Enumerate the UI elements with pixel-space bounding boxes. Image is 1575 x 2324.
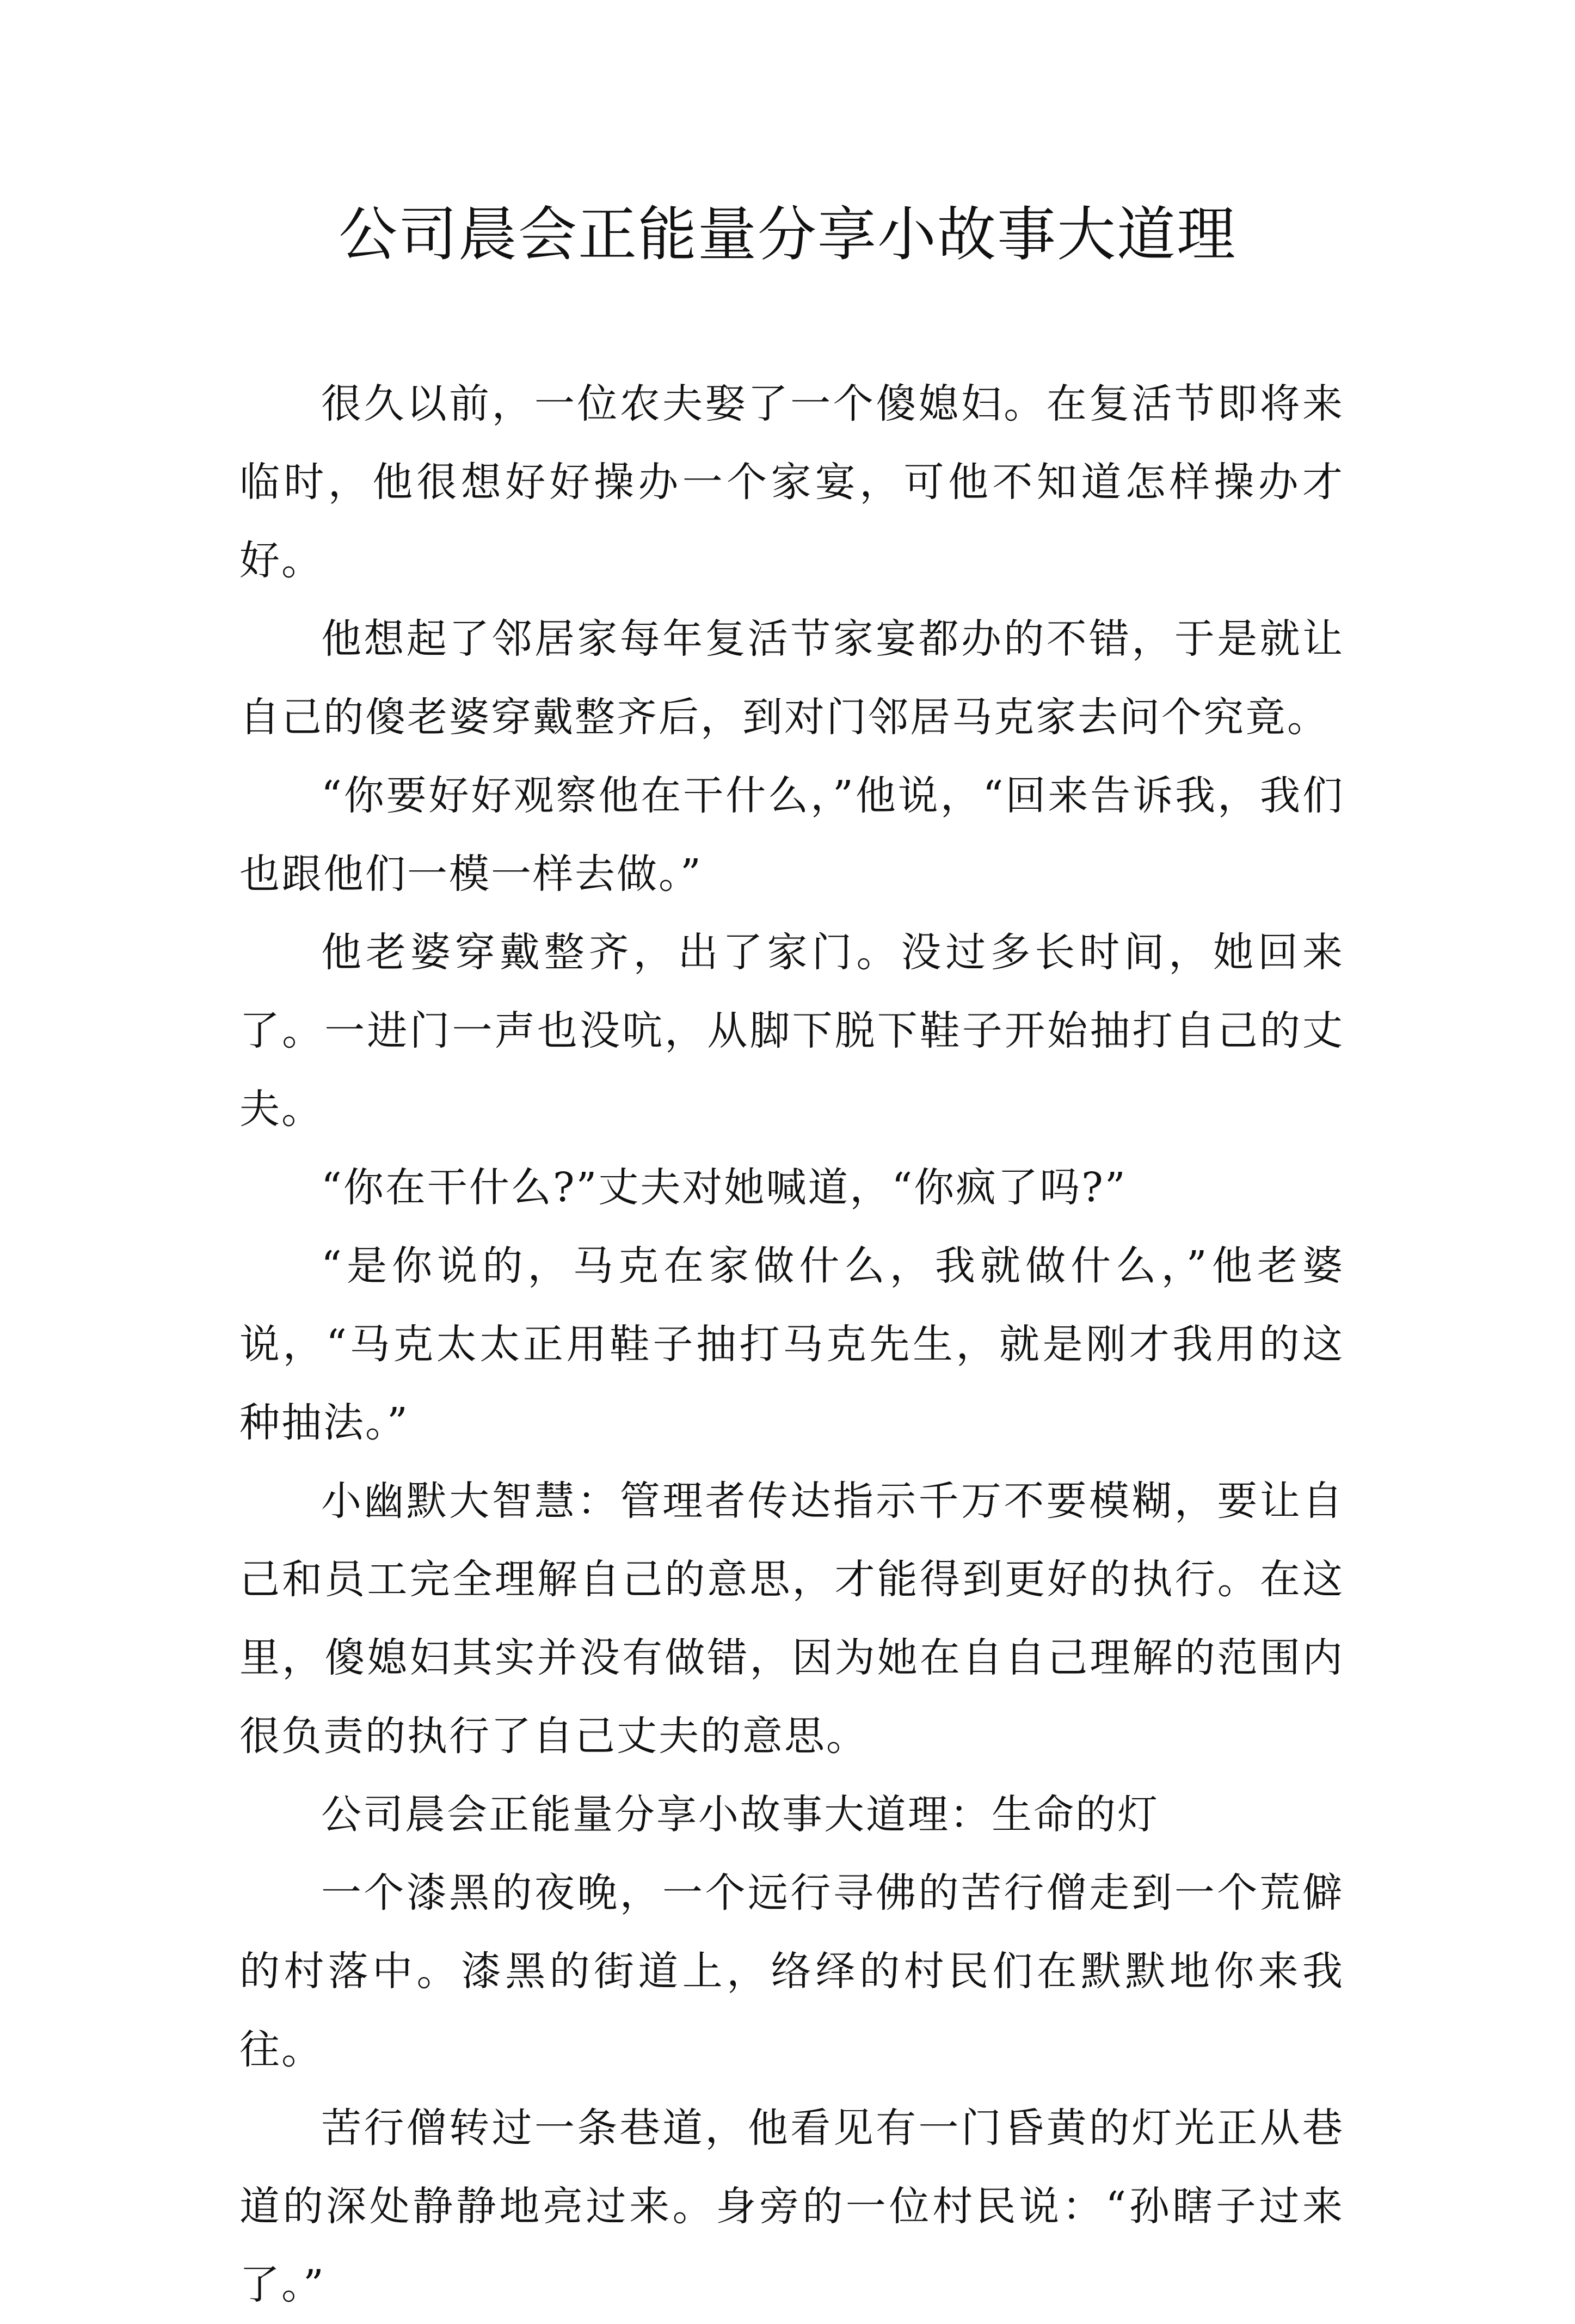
paragraph-9: 一个漆黑的夜晚，一个远行寻佛的苦行僧走到一个荒僻的村落中。漆黑的街道上，络绎的村民们在默默地你来我往。 xyxy=(239,1870,1344,2073)
paragraph-10: 苦行僧转过一条巷道，他看见有一门昏黄的灯光正从巷道的深处静静地亮过来。身旁的一位村民说：“孙瞎子过来了。” xyxy=(239,2105,1344,2308)
paragraph-6: “是你说的，马克在家做什么，我就做什么，”他老婆说，“马克太太正用鞋子抽打马克先生，就是刚才我用的这种抽法。” xyxy=(239,1243,1344,1446)
page-title: 公司晨会正能量分享小故事大道理 xyxy=(338,201,1236,269)
section-heading: 公司晨会正能量分享小故事大道理：生命的灯 xyxy=(321,1791,1159,1838)
paragraph-3: “你要好好观察他在干什么，”他说，“回来告诉我，我们也跟他们一模一样去做。” xyxy=(239,772,1344,897)
paragraph-2: 他想起了邻居家每年复活节家宴都办的不错，于是就让自己的傻老婆穿戴整齐后，到对门邻居马克家去问个究竟。 xyxy=(239,616,1344,741)
paragraph-5: “你在干什么?”丈夫对她喊道，“你疯了吗?” xyxy=(321,1164,1127,1211)
document-body xyxy=(239,365,1344,2324)
paragraph-7: 小幽默大智慧：管理者传达指示千万不要模糊，要让自己和员工完全理解自己的意思，才能得到更好的执行。在这里，傻媳妇其实并没有做错，因为她在自自己理解的范围内很负责的执行了自己丈夫的意思。 xyxy=(239,1478,1344,1760)
paragraph-1: 很久以前，一位农夫娶了一个傻媳妇。在复活节即将来临时，他很想好好操办一个家宴，可他不知道怎样操办才好。 xyxy=(239,380,1344,584)
paragraph-4: 他老婆穿戴整齐，出了家门。没过多长时间，她回来了。一进门一声也没吭，从脚下脱下鞋子开始抽打自己的丈夫。 xyxy=(239,929,1344,1133)
